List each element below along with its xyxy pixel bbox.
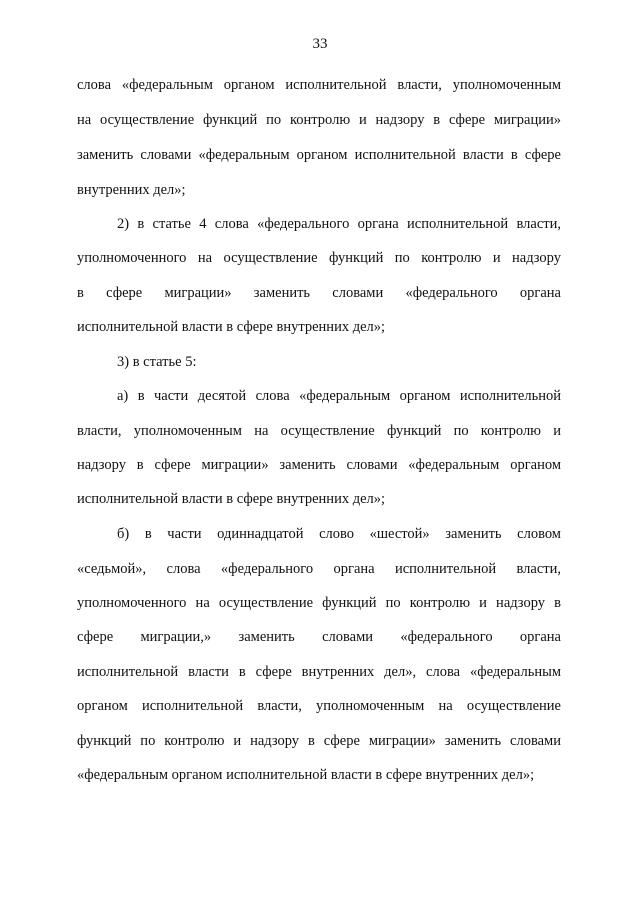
text-line: «федеральным органом исполнительной власти в сфере внутренних дел»; — [77, 767, 535, 783]
text-line: заменить словами «федеральным органом исполнительной власти в сфере — [77, 147, 561, 163]
text-line: внутренних дел»; — [77, 182, 186, 198]
text-line: органом исполнительной власти, уполномоченным на осуществление — [77, 698, 561, 714]
text-line: надзору в сфере миграции» заменить словами «федеральным органом — [77, 457, 561, 473]
text-line: сфере миграции,» заменить словами «федерального органа — [77, 629, 561, 645]
text-line: б) в части одиннадцатой слово «шестой» заменить словом — [117, 526, 561, 542]
text-line: исполнительной власти в сфере внутренних дел», слова «федеральным — [77, 664, 561, 680]
text-line: функций по контролю и надзору в сфере миграции» заменить словами — [77, 733, 561, 749]
text-line: уполномоченного на осуществление функций по контролю и надзору — [77, 250, 561, 266]
text-line: «седьмой», слова «федерального органа исполнительной власти, — [77, 561, 561, 577]
text-line: уполномоченного на осуществление функций по контролю и надзору в — [77, 595, 561, 611]
text-line: 2) в статье 4 слова «федерального органа исполнительной власти, — [117, 216, 561, 232]
text-line: исполнительной власти в сфере внутренних дел»; — [77, 319, 386, 335]
text-line: слова «федеральным органом исполнительной власти, уполномоченным — [77, 77, 561, 93]
text-line: исполнительной власти в сфере внутренних дел»; — [77, 491, 386, 507]
text-line: 3) в статье 5: — [117, 354, 197, 370]
text-line: на осуществление функций по контролю и надзору в сфере миграции» — [77, 112, 561, 128]
text-line: а) в части десятой слова «федеральным органом исполнительной — [117, 388, 561, 404]
page-number: 33 — [312, 36, 328, 52]
text-line: в сфере миграции» заменить словами «федерального органа — [77, 285, 561, 301]
text-line: власти, уполномоченным на осуществление функций по контролю и — [77, 423, 561, 439]
